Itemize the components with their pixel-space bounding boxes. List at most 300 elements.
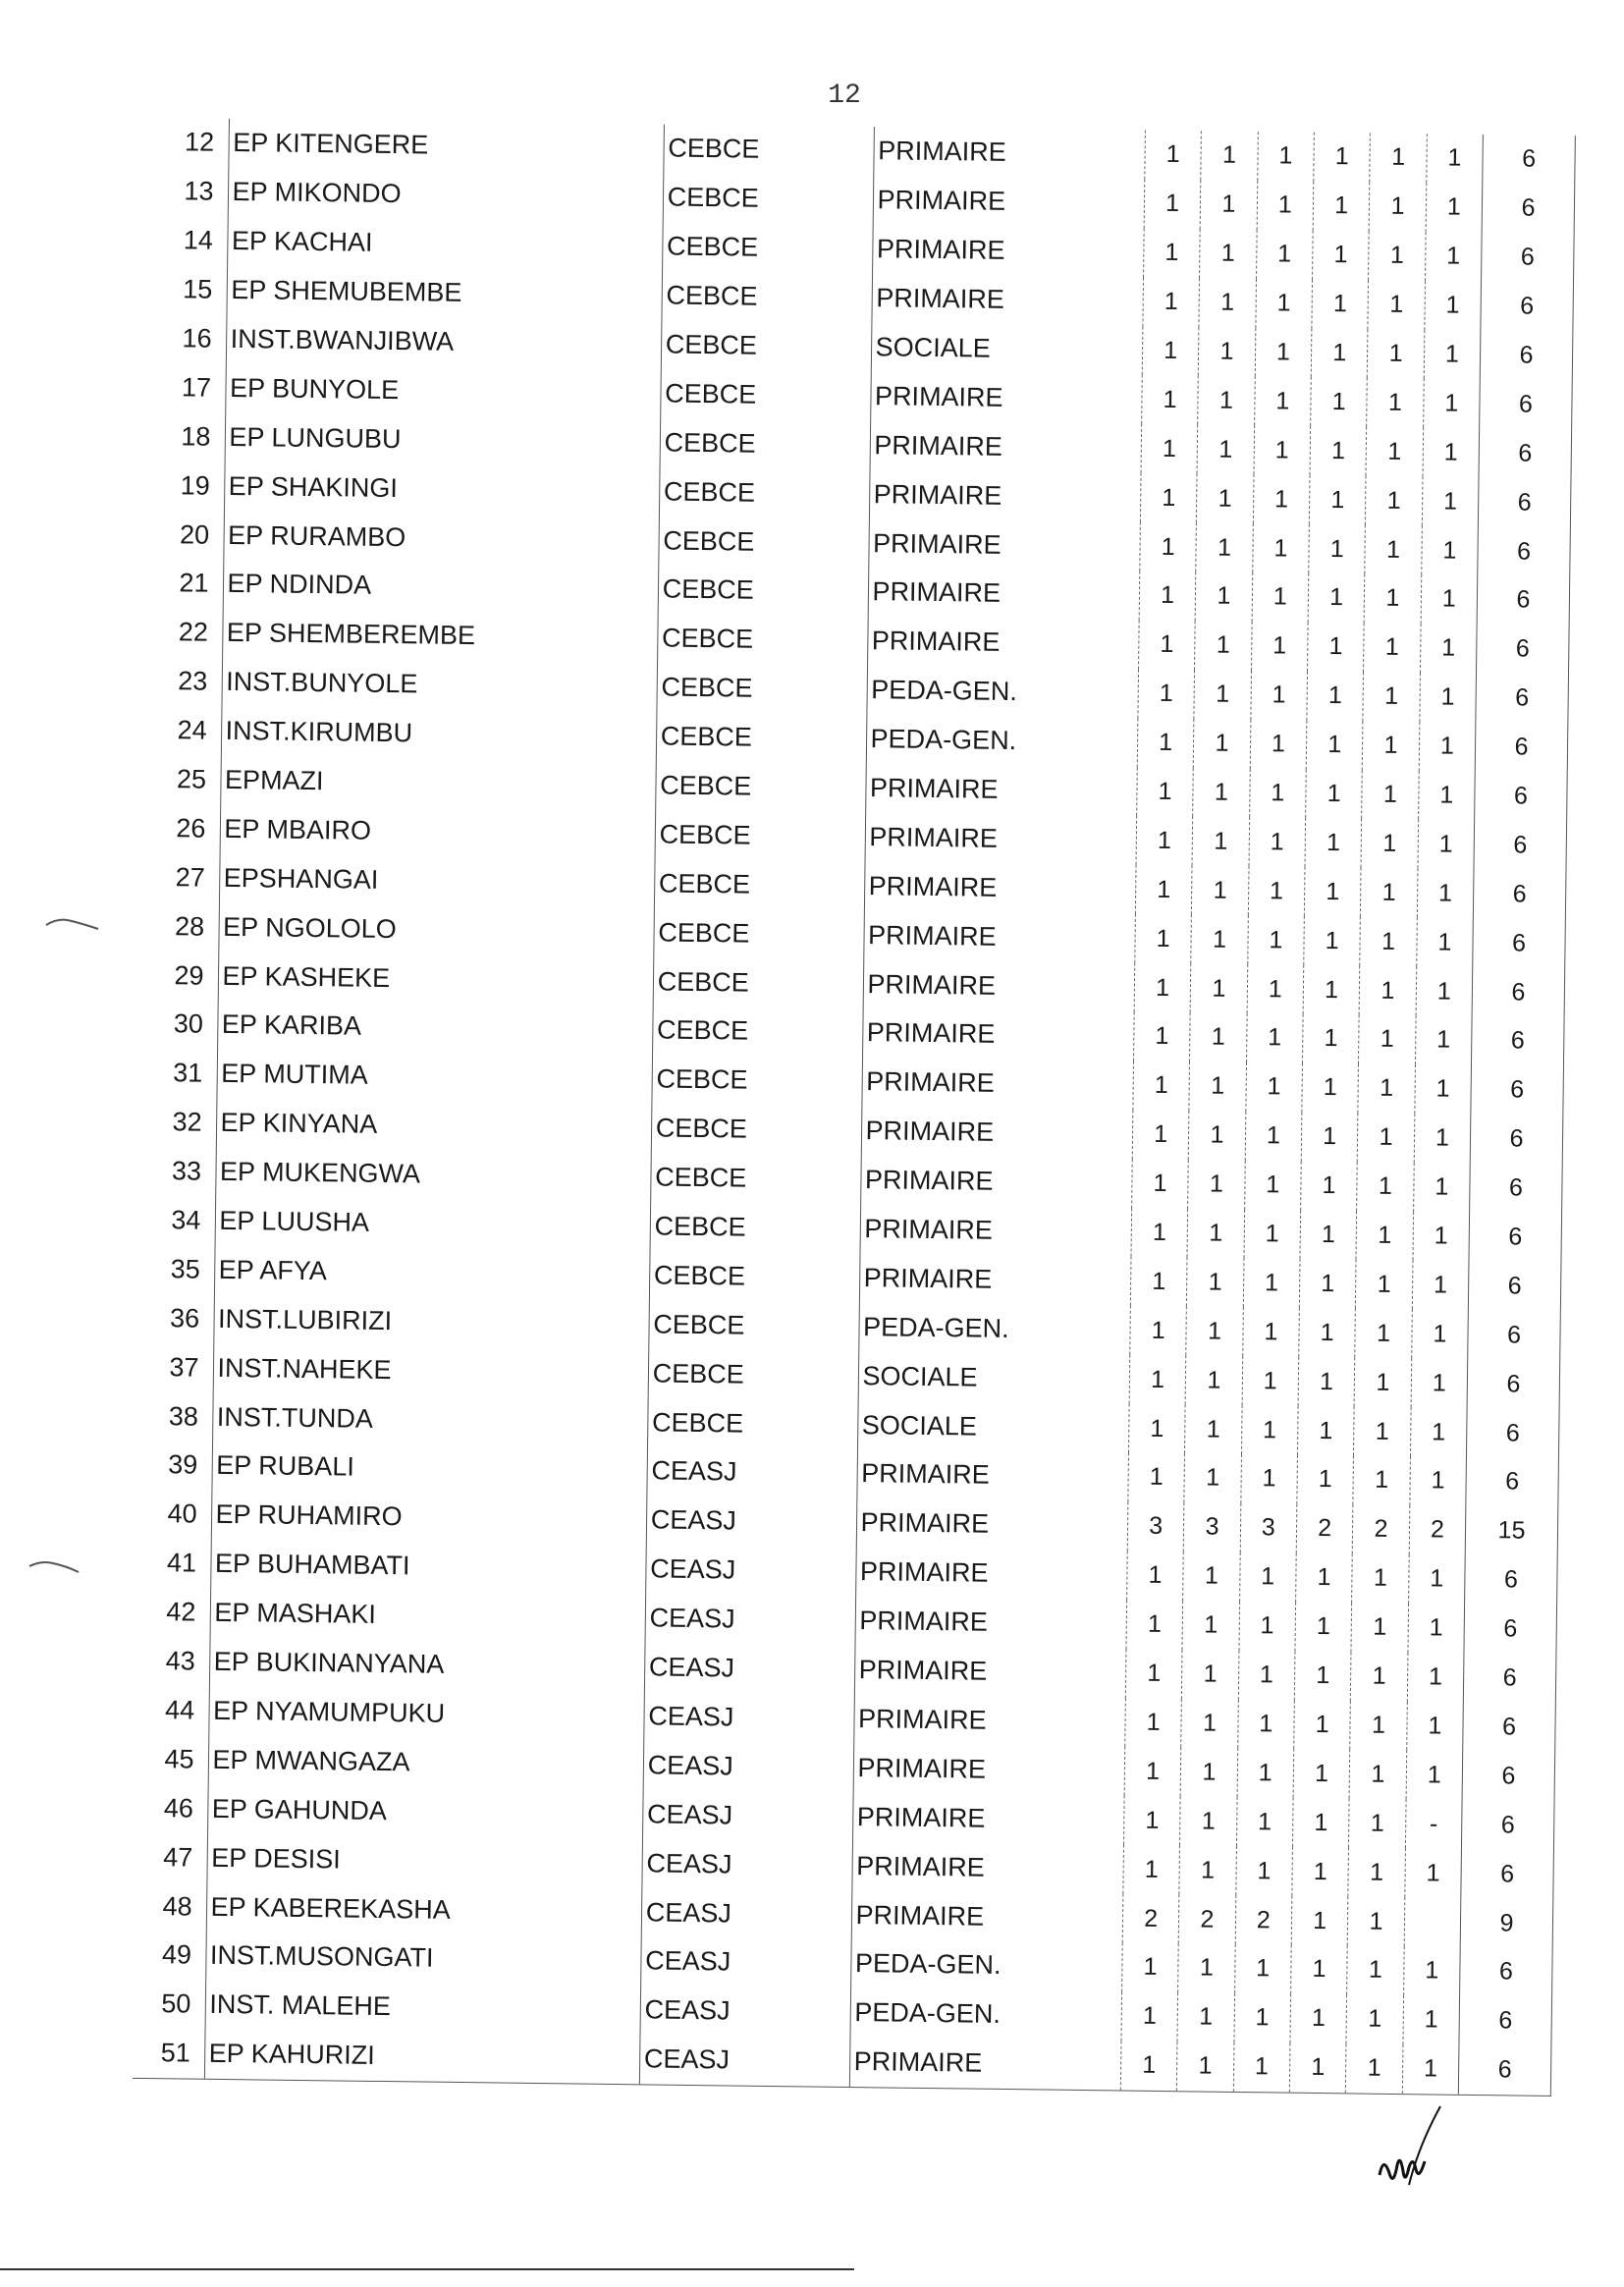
count-cell: 1 <box>1189 1062 1246 1112</box>
organization-code: CEBCE <box>649 1251 859 1303</box>
count-cell: 1 <box>1313 182 1370 232</box>
row-number: 41 <box>166 1548 197 1578</box>
count-cell: 1 <box>1304 916 1361 966</box>
organization-code: CEASJ <box>645 1545 855 1597</box>
count-cell: 1 <box>1185 1404 1242 1454</box>
count-cell: 1 <box>1366 476 1423 526</box>
count-cell: 1 <box>1355 1309 1412 1359</box>
count-cell: 1 <box>1242 1307 1299 1357</box>
signature <box>1370 2096 1478 2209</box>
school-name: EP BUHAMBATI <box>210 1540 646 1594</box>
count-cell: 1 <box>1359 966 1416 1016</box>
total-cell: 6 <box>1464 1605 1557 1655</box>
count-cell: 1 <box>1416 966 1473 1016</box>
row-number: 14 <box>183 225 214 255</box>
section-name: PRIMAIRE <box>854 1646 1126 1698</box>
row-number: 16 <box>182 323 212 354</box>
total-cell: 6 <box>1467 1408 1560 1458</box>
count-cell: 1 <box>1201 131 1258 181</box>
count-cell: 1 <box>1425 281 1482 331</box>
school-name: EP RUBALI <box>211 1442 647 1496</box>
total-cell: 6 <box>1459 1996 1552 2046</box>
row-number: 47 <box>163 1841 193 1873</box>
count-cell: 1 <box>1348 1896 1405 1946</box>
section-name: PRIMAIRE <box>863 959 1135 1011</box>
organization-code: CEASJ <box>642 1790 852 1842</box>
count-cell: 1 <box>1138 621 1195 671</box>
section-name: PRIMAIRE <box>869 469 1141 521</box>
section-name: PRIMAIRE <box>867 617 1139 669</box>
count-cell: 1 <box>1249 818 1306 868</box>
count-cell: 1 <box>1291 1896 1348 1946</box>
school-name: INST.BWANJIBWA <box>226 314 662 368</box>
count-cell: 1 <box>1412 1261 1469 1311</box>
count-cell: 1 <box>1300 1210 1357 1260</box>
section-name: PRIMAIRE <box>851 1890 1123 1942</box>
count-cell: 1 <box>1123 1845 1180 1895</box>
section-name: PRIMAIRE <box>862 1008 1134 1061</box>
school-name: EP NGOLOLO <box>218 902 654 956</box>
count-cell: 1 <box>1135 865 1192 915</box>
school-name: EP MBAIRO <box>220 804 656 858</box>
school-name: EP MASHAKI <box>210 1589 646 1643</box>
count-cell: 1 <box>1293 1749 1350 1799</box>
count-cell: 1 <box>1184 1453 1241 1503</box>
school-name: EP KAHURIZI <box>204 2029 640 2084</box>
count-cell: 1 <box>1424 330 1481 380</box>
count-cell: 1 <box>1126 1600 1183 1650</box>
count-cell: 1 <box>1187 1209 1244 1259</box>
count-cell: 1 <box>1369 231 1426 281</box>
count-cell: 1 <box>1139 572 1196 622</box>
organization-code: CEBCE <box>648 1349 858 1401</box>
total-cell: 6 <box>1478 477 1571 527</box>
total-cell: 6 <box>1471 1065 1564 1116</box>
count-cell: 1 <box>1421 525 1478 575</box>
organization-code: CEASJ <box>647 1446 857 1498</box>
count-cell: 1 <box>1407 1653 1464 1703</box>
section-name: PRIMAIRE <box>870 420 1142 472</box>
count-cell: 1 <box>1243 1258 1300 1308</box>
section-name: SOCIALE <box>857 1400 1129 1452</box>
row-number: 21 <box>179 568 209 599</box>
row-number: 15 <box>183 274 213 304</box>
section-name: PRIMAIRE <box>864 861 1136 913</box>
count-cell: 1 <box>1236 1797 1293 1847</box>
count-cell: 1 <box>1181 1699 1238 1749</box>
count-cell: 1 <box>1309 524 1366 574</box>
count-cell: 1 <box>1129 1355 1186 1405</box>
row-number: 42 <box>166 1597 196 1627</box>
count-cell: 1 <box>1135 914 1192 964</box>
count-cell: 1 <box>1294 1651 1351 1701</box>
section-name: PRIMAIRE <box>860 1156 1132 1208</box>
row-number: 35 <box>170 1254 200 1284</box>
organization-code: CEASJ <box>645 1594 855 1646</box>
count-cell: 1 <box>1189 1111 1246 1161</box>
page-number: 12 <box>828 81 861 111</box>
count-cell: 1 <box>1242 1356 1299 1406</box>
school-name: EPSHANGAI <box>219 853 655 907</box>
count-cell: 1 <box>1410 1456 1467 1506</box>
total-cell: 9 <box>1460 1898 1553 1948</box>
count-cell: 1 <box>1301 1113 1358 1163</box>
school-name: EP MUKENGWA <box>215 1148 651 1202</box>
count-cell: 1 <box>1188 1160 1245 1210</box>
row-number: 36 <box>169 1303 200 1334</box>
section-name: PEDA-GEN. <box>866 715 1138 767</box>
count-cell: 1 <box>1199 278 1256 328</box>
count-cell: 1 <box>1246 1013 1303 1063</box>
count-cell: 1 <box>1190 963 1247 1013</box>
count-cell: 1 <box>1306 720 1363 770</box>
count-cell: 1 <box>1244 1210 1301 1260</box>
count-cell: 1 <box>1346 2043 1403 2094</box>
total-cell: 6 <box>1480 331 1573 381</box>
count-cell: 1 <box>1234 1944 1291 1994</box>
organization-code: CEASJ <box>640 1986 850 2038</box>
count-cell: 1 <box>1233 2042 1290 2093</box>
section-name: PRIMAIRE <box>853 1695 1125 1747</box>
table-body <box>133 118 1576 2096</box>
count-cell: 1 <box>1350 1701 1407 1751</box>
count-cell: 1 <box>1358 1113 1415 1163</box>
count-cell <box>1404 1897 1461 1947</box>
organization-code: CEBCE <box>654 859 864 911</box>
count-cell: 1 <box>1144 180 1201 230</box>
row-number: 25 <box>176 764 207 794</box>
total-cell: 6 <box>1483 135 1576 185</box>
organization-code: CEASJ <box>640 1936 850 1988</box>
count-cell: 1 <box>1254 425 1311 475</box>
count-cell: 1 <box>1185 1356 1242 1406</box>
school-name: EP LUUSHA <box>215 1196 651 1250</box>
school-name: INST.TUNDA <box>212 1392 648 1446</box>
count-cell: 1 <box>1245 1112 1302 1162</box>
count-cell: 1 <box>1368 329 1425 379</box>
count-cell: 2 <box>1235 1895 1292 1945</box>
organization-code: CEBCE <box>650 1202 860 1254</box>
school-name: EP SHEMBEREMBE <box>222 609 658 663</box>
count-cell: 1 <box>1365 525 1422 575</box>
school-name: INST. MALEHE <box>205 1981 641 2035</box>
section-name: PRIMAIRE <box>856 1449 1128 1501</box>
count-cell: 1 <box>1141 424 1198 474</box>
count-cell: 1 <box>1289 2042 1346 2093</box>
count-cell: 1 <box>1408 1554 1465 1605</box>
total-cell: 6 <box>1480 379 1573 429</box>
organization-code: CEBCE <box>651 1104 861 1156</box>
count-cell: 1 <box>1423 379 1480 429</box>
count-cell: 1 <box>1246 1062 1303 1113</box>
row-number: 46 <box>163 1792 194 1824</box>
total-cell: 6 <box>1458 2045 1551 2096</box>
count-cell: 1 <box>1311 377 1368 427</box>
row-number: 30 <box>173 1008 204 1040</box>
count-cell: 1 <box>1310 426 1367 476</box>
count-cell: 3 <box>1127 1501 1184 1552</box>
count-cell: 1 <box>1128 1453 1185 1503</box>
organization-code: CEBCE <box>663 173 873 225</box>
section-name: PEDA-GEN. <box>858 1302 1130 1354</box>
section-name: PRIMAIRE <box>855 1548 1127 1600</box>
count-cell: 1 <box>1186 1307 1243 1357</box>
count-cell: 1 <box>1356 1260 1413 1310</box>
total-cell: 6 <box>1472 967 1565 1017</box>
section-name: PRIMAIRE <box>863 910 1135 962</box>
count-cell: 1 <box>1368 280 1425 330</box>
school-name: EP LUNGUBU <box>225 412 661 466</box>
count-cell: 1 <box>1418 771 1475 821</box>
count-cell: 1 <box>1199 327 1256 377</box>
row-number: 39 <box>168 1449 198 1481</box>
count-cell: 1 <box>1123 1796 1180 1846</box>
count-cell: 1 <box>1422 476 1479 526</box>
row-number: 18 <box>181 421 211 452</box>
count-cell: 1 <box>1349 1750 1406 1800</box>
school-name: EP NDINDA <box>223 560 659 614</box>
organization-code: CEBCE <box>657 614 867 666</box>
school-name: EP MUTIMA <box>216 1050 652 1104</box>
count-cell: 1 <box>1414 1114 1471 1164</box>
count-cell: 1 <box>1253 474 1310 524</box>
count-cell: 1 <box>1133 1061 1190 1111</box>
school-name: EP KITENGERE <box>228 119 664 173</box>
count-cell: 1 <box>1130 1306 1187 1356</box>
count-cell: 1 <box>1363 721 1420 771</box>
count-cell: 1 <box>1301 1161 1358 1211</box>
count-cell: 1 <box>1364 623 1421 673</box>
count-cell: 1 <box>1357 1162 1414 1212</box>
count-cell: 1 <box>1352 1553 1409 1604</box>
organization-code: CEASJ <box>639 2035 849 2087</box>
organization-code: CEASJ <box>644 1692 854 1744</box>
margin-mark <box>44 913 103 938</box>
count-cell: 1 <box>1132 1159 1189 1209</box>
organization-code: CEBCE <box>660 418 870 470</box>
section-name: PRIMAIRE <box>855 1597 1127 1649</box>
school-name: EP AFYA <box>214 1245 650 1299</box>
count-cell: 1 <box>1120 2041 1177 2091</box>
total-cell: 6 <box>1472 1016 1565 1066</box>
organization-code: CEBCE <box>659 467 869 519</box>
total-cell: 6 <box>1481 282 1574 332</box>
count-cell: 1 <box>1182 1650 1239 1700</box>
count-cell: 1 <box>1234 1993 1291 2043</box>
section-name: PRIMAIRE <box>868 568 1140 620</box>
row-number: 13 <box>184 176 214 207</box>
count-cell: 1 <box>1122 1942 1179 1992</box>
count-cell: 1 <box>1235 1846 1292 1896</box>
count-cell: 1 <box>1290 1994 1347 2044</box>
section-name: PEDA-GEN. <box>850 1988 1122 2041</box>
section-name: PRIMAIRE <box>849 2038 1121 2091</box>
row-number: 20 <box>179 518 210 550</box>
count-cell: 1 <box>1413 1163 1470 1213</box>
count-cell: 1 <box>1417 869 1474 919</box>
row-number: 23 <box>178 666 208 696</box>
count-cell: 1 <box>1140 522 1197 572</box>
count-cell: 1 <box>1420 624 1477 674</box>
count-cell: 1 <box>1251 622 1308 672</box>
count-cell: 1 <box>1356 1211 1413 1261</box>
organization-code: CEASJ <box>643 1741 853 1793</box>
count-cell: 1 <box>1304 867 1361 917</box>
count-cell: 1 <box>1121 1991 1178 2042</box>
count-cell: 1 <box>1292 1798 1349 1848</box>
organization-code: CEBCE <box>659 517 869 569</box>
count-cell: 1 <box>1200 229 1257 279</box>
row-number: 48 <box>162 1890 192 1922</box>
margin-mark <box>27 1556 86 1581</box>
school-name: EP RURAMBO <box>223 511 659 565</box>
section-name: PRIMAIRE <box>865 813 1137 865</box>
count-cell: 1 <box>1255 328 1312 378</box>
count-cell: 1 <box>1198 376 1255 426</box>
count-cell: 1 <box>1183 1552 1240 1602</box>
count-cell: 1 <box>1403 1946 1460 1996</box>
row-number: 43 <box>165 1646 195 1676</box>
count-cell: 1 <box>1257 132 1314 182</box>
count-cell: 3 <box>1184 1502 1241 1552</box>
count-cell: 2 <box>1409 1505 1466 1555</box>
section-name: PRIMAIRE <box>868 518 1140 571</box>
count-cell: 1 <box>1348 1848 1405 1898</box>
total-cell: 6 <box>1467 1359 1560 1409</box>
section-name: PRIMAIRE <box>851 1841 1123 1893</box>
section-name: SOCIALE <box>858 1351 1130 1403</box>
row-number: 19 <box>180 470 210 501</box>
count-cell: 1 <box>1363 672 1420 722</box>
section-name: PEDA-GEN. <box>850 1939 1122 1991</box>
count-cell: 1 <box>1179 1845 1236 1895</box>
count-cell: 1 <box>1302 1063 1359 1114</box>
organization-code: CEBCE <box>649 1300 859 1352</box>
count-cell: 1 <box>1360 917 1417 967</box>
row-number: 49 <box>161 1939 192 1970</box>
count-cell: 1 <box>1410 1407 1467 1457</box>
count-cell: 1 <box>1178 1943 1235 1993</box>
count-cell: 1 <box>1425 232 1482 282</box>
organization-code: CEBCE <box>662 222 872 274</box>
count-cell: 1 <box>1359 1014 1416 1064</box>
total-cell: 6 <box>1473 918 1566 968</box>
school-name: EP KACHAI <box>227 217 663 271</box>
count-cell: 1 <box>1314 133 1371 183</box>
school-name: EP BUKINANYANA <box>209 1637 645 1691</box>
count-cell: 1 <box>1426 134 1483 184</box>
count-cell: 1 <box>1312 279 1369 329</box>
section-name: PRIMAIRE <box>861 1107 1133 1159</box>
total-cell: 6 <box>1479 428 1572 478</box>
count-cell: 1 <box>1416 917 1473 967</box>
count-cell: 1 <box>1124 1747 1181 1797</box>
school-name: EP RUHAMIRO <box>211 1491 647 1545</box>
count-cell: 1 <box>1134 963 1191 1013</box>
school-name: EPMAZI <box>220 755 656 809</box>
count-cell: 1 <box>1191 915 1248 965</box>
school-name: INST.LUBIRIZI <box>213 1294 649 1348</box>
organization-code: CEBCE <box>650 1153 860 1205</box>
count-cell: 1 <box>1297 1455 1354 1505</box>
count-cell: 1 <box>1143 277 1200 327</box>
count-cell: 1 <box>1423 428 1480 478</box>
total-cell: 6 <box>1482 184 1575 234</box>
total-cell: 6 <box>1476 674 1569 724</box>
count-cell: 1 <box>1347 1945 1404 1995</box>
count-cell: 1 <box>1247 964 1304 1014</box>
count-cell: 1 <box>1237 1699 1294 1749</box>
count-cell: 2 <box>1122 1894 1179 1944</box>
section-name: PRIMAIRE <box>873 127 1145 179</box>
count-cell: 1 <box>1187 1258 1244 1308</box>
count-cell: 1 <box>1298 1357 1355 1407</box>
total-cell: 6 <box>1470 1164 1563 1214</box>
total-cell: 6 <box>1470 1115 1563 1165</box>
count-cell: 1 <box>1192 817 1249 867</box>
school-name: EP BUNYOLE <box>225 363 661 417</box>
total-cell: 6 <box>1474 820 1567 870</box>
organization-code: CEASJ <box>641 1887 851 1939</box>
total-cell: 6 <box>1463 1653 1556 1703</box>
count-cell: 1 <box>1415 1015 1472 1065</box>
row-number: 24 <box>177 715 207 745</box>
count-cell: 1 <box>1249 769 1306 819</box>
organization-code: CEBCE <box>657 663 867 715</box>
count-cell: 1 <box>1406 1702 1463 1752</box>
organization-code: CEASJ <box>646 1496 856 1548</box>
count-cell: 1 <box>1247 915 1304 965</box>
count-cell: 1 <box>1370 182 1427 232</box>
count-cell: 1 <box>1194 719 1251 769</box>
count-cell: 1 <box>1130 1257 1187 1307</box>
count-cell: 1 <box>1180 1748 1237 1798</box>
count-cell: 1 <box>1351 1603 1408 1653</box>
total-cell: 6 <box>1461 1849 1554 1899</box>
total-cell: 6 <box>1460 1947 1553 1997</box>
total-cell: 6 <box>1478 526 1571 576</box>
row-number: 50 <box>161 1988 191 2019</box>
school-name: EP KARIBA <box>217 1001 653 1055</box>
count-cell: 1 <box>1418 820 1475 870</box>
school-name: EP SHEMUBEMBE <box>226 266 662 320</box>
count-cell: 1 <box>1137 767 1194 817</box>
count-cell: 1 <box>1411 1358 1468 1408</box>
row-number: 26 <box>176 813 206 844</box>
organization-code: CEASJ <box>642 1839 852 1891</box>
count-cell: 1 <box>1313 231 1370 281</box>
bottom-rule <box>0 2268 854 2270</box>
count-cell: 1 <box>1308 623 1365 673</box>
count-cell: 1 <box>1125 1649 1182 1699</box>
count-cell: 3 <box>1240 1503 1297 1553</box>
count-cell: 1 <box>1292 1847 1349 1897</box>
count-cell: 1 <box>1353 1455 1410 1505</box>
section-name: PRIMAIRE <box>853 1743 1125 1795</box>
row-number: 22 <box>178 617 209 648</box>
row-number: 32 <box>172 1107 202 1137</box>
total-cell: 6 <box>1475 723 1568 773</box>
count-cell: 1 <box>1254 377 1311 427</box>
count-cell: 1 <box>1413 1212 1470 1262</box>
count-cell: 1 <box>1294 1700 1351 1750</box>
count-cell: 1 <box>1238 1651 1295 1701</box>
section-name: PRIMAIRE <box>872 225 1144 277</box>
count-cell: 1 <box>1136 816 1193 866</box>
count-cell: 1 <box>1354 1358 1411 1408</box>
total-cell: 6 <box>1466 1457 1559 1507</box>
count-cell: 1 <box>1142 375 1199 425</box>
